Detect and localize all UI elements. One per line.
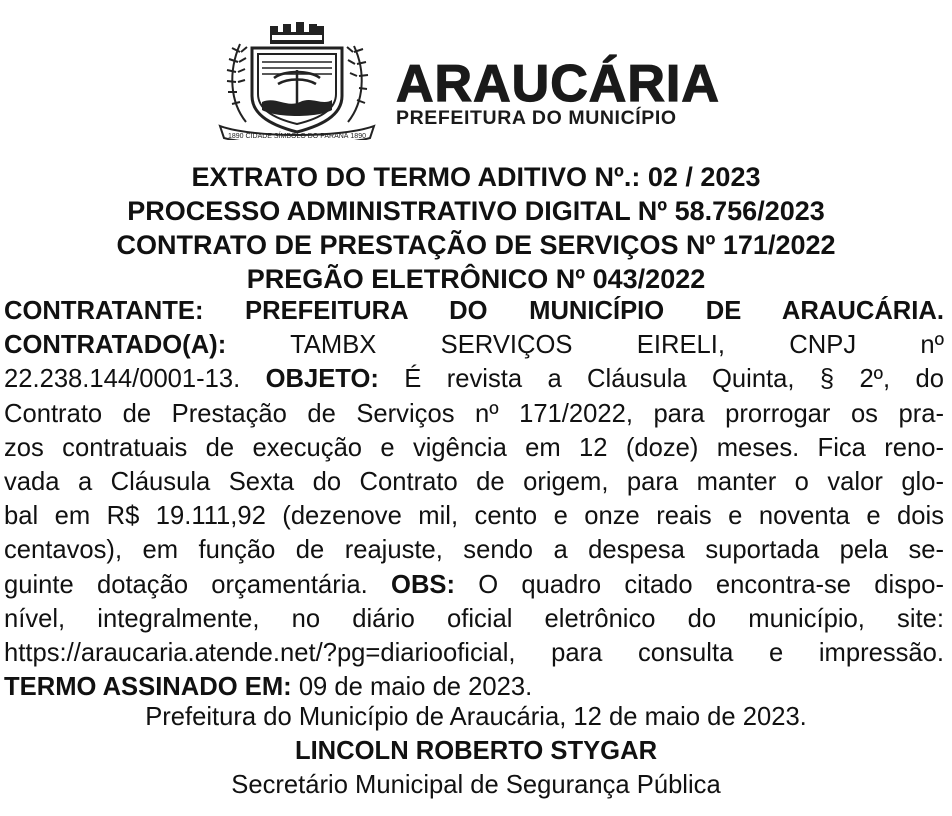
cnpj-value: 22.238.144/0001-13. — [4, 365, 241, 394]
brand — [396, 55, 720, 129]
title-processo: PROCESSO ADMINISTRATIVO DIGITAL Nº 58.756/2023 — [127, 196, 825, 226]
termo-value: 09 de maio de 2023. — [298, 673, 533, 702]
title-pregao: PREGÃO ELETRÔNICO Nº 043/2022 — [246, 264, 706, 294]
title-extrato: EXTRATO DO TERMO ADITIVO Nº.: 02 / 2023 — [191, 162, 761, 192]
header — [0, 22, 952, 144]
municipal-crest-logo — [212, 22, 382, 140]
contratado-value: TAMBX SERVIÇOS EIRELI, CNPJ nº — [290, 331, 945, 360]
objeto-text-7: guinte dotação orçamentária. — [4, 570, 368, 599]
contratado-line — [4, 328, 944, 362]
termo-label: TERMO ASSINADO EM: — [4, 673, 292, 702]
objeto-line-4: vada a Cláusula Sexta do Contrato de origem, para manter o valor glo- — [4, 468, 944, 497]
objeto-line-5: bal em R$ 19.111,92 (dezenove mil, cento e onze reais e noventa e dois — [4, 502, 944, 531]
obs-line-2: nível, integralmente, no diário oficial eletrônico do município, site: — [4, 604, 944, 633]
objeto-line-3: zos contratuais de execução e vigência em 12 (doze) meses. Fica reno- — [4, 433, 944, 462]
document-body — [4, 294, 944, 704]
objeto-line-1 — [4, 362, 944, 396]
crest-ribbon-text: 1890 CIDADE SÍMBOLO DO PARANÁ 1890 — [228, 133, 366, 140]
signature-block — [0, 700, 952, 802]
place-date: Prefeitura do Município de Araucária, 12 de maio de 2023. — [145, 703, 807, 731]
contratante-line — [4, 294, 944, 328]
obs-text-1: O quadro citado encontra-se dispo- — [478, 570, 944, 599]
signer-role: Secretário Municipal de Segurança Pública — [231, 771, 721, 799]
signer-name: LINCOLN ROBERTO STYGAR — [294, 737, 658, 765]
objeto-label: OBJETO: — [265, 365, 379, 394]
objeto-line-6: centavos), em função de reajuste, sendo a despesa suportada pela se- — [4, 536, 944, 565]
objeto-line-2: Contrato de Prestação de Serviços nº 171/2022, para prorrogar os pra- — [4, 399, 944, 428]
brand-subtitle: PREFEITURA DO MUNICÍPIO — [396, 107, 677, 129]
title-contrato: CONTRATO DE PRESTAÇÃO DE SERVIÇOS Nº 171/2022 — [116, 230, 836, 260]
objeto-line-7 — [4, 568, 944, 602]
objeto-text-1: É revista a Cláusula Quinta, § 2º, do — [404, 365, 944, 394]
obs-label: OBS: — [391, 570, 456, 599]
obs-line-3: https://araucaria.atende.net/?pg=diariooficial, para consulta e impressão. — [4, 639, 944, 668]
contratado-label: CONTRATADO(A): — [4, 331, 227, 360]
brand-name: ARAUCÁRIA — [396, 55, 720, 113]
document-titles — [0, 160, 952, 296]
contratante-label: CONTRATANTE: PREFEITURA DO MUNICÍPIO DE ARAUCÁRIA. — [4, 297, 944, 325]
